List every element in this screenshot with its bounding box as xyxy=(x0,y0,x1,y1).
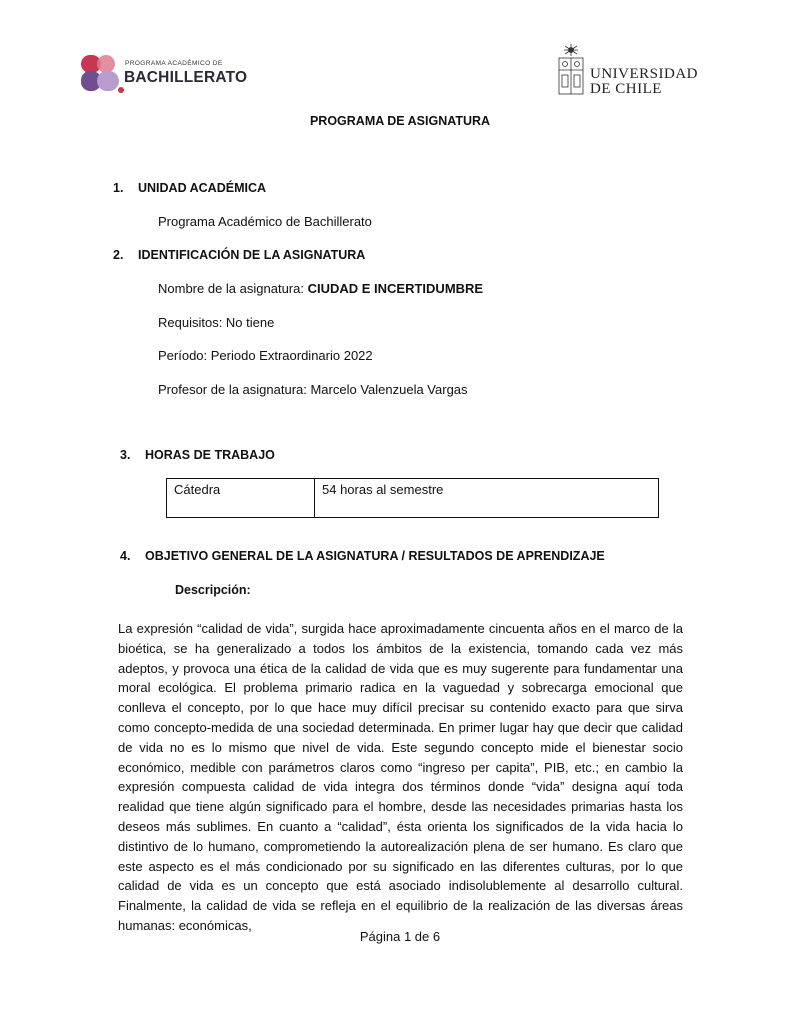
academic-unit-value: Programa Académico de Bachillerato xyxy=(158,214,372,229)
course-name-label: Nombre de la asignatura: xyxy=(158,281,308,296)
hours-value-cell: 54 horas al semestre xyxy=(315,479,659,518)
universidad-de-chile-logo xyxy=(556,42,696,98)
page-number: Página 1 de 6 xyxy=(359,929,441,944)
period-line: Período: Periodo Extraordinario 2022 xyxy=(158,348,373,363)
table-row xyxy=(167,479,659,518)
section-1-number: 1. xyxy=(113,181,124,195)
university-name-line-1: UNIVERSIDAD xyxy=(590,66,698,82)
section-4-title: OBJETIVO GENERAL DE LA ASIGNATURA / RESULTADOS DE APRENDIZAJE xyxy=(145,549,605,563)
bachillerato-logo xyxy=(80,52,250,96)
section-1-heading xyxy=(113,181,266,195)
section-3-number: 3. xyxy=(120,448,131,462)
bachillerato-logo-big-text: BACHILLERATO xyxy=(124,69,248,86)
professor-line: Profesor de la asignatura: Marcelo Valenzuela Vargas xyxy=(158,382,468,397)
section-1-title: UNIDAD ACADÉMICA xyxy=(138,181,267,195)
description-paragraph: La expresión “calidad de vida”, surgida hace aproximadamente cincuenta años en el marco de la bioética, se ha generalizado a todos los ámbitos de la existencia, tomando cada vez más adeptos, y provoca una ética de la calidad de vida que es muy sugerente para fundamentar una moral ecológica. El problema primario radica en la vaguedad y sobrecarga emocional que conlleva el concepto, por lo que hace muy difícil precisar su contenido exacto para que sirva como concepto-medida de una sociedad determinada. En primer lugar hay que decir que calidad de vida no es lo mismo que nivel de vida. Este segundo concepto mide el bienestar socio económico, medible con parámetros claros como “ingreso per capita”, PIB, etc.; en cambio la expresión compuesta calidad de vida integra dos términos donde “vida” designa aquí toda realidad que tiene algún significado para el hombre, desde las necesidades primarias hasta los deseos más sublimes. En cuanto a “calidad”, ésta orienta los significados de la vida hacia lo distintivo de lo humano, comprometiendo la autorealización plena de ser humano. Es claro que este aspecto es el más condicionado por su significado en las diferentes culturas, por lo que calidad de vida es un concepto que está asociado indisolublemente al desarrollo cultural. Finalmente, la calidad de vida se refleja en el equilibrio de la realización de las diversas áreas humanas: económicas, xyxy=(118,621,683,933)
section-4-number: 4. xyxy=(120,549,131,563)
bachillerato-logo-mark xyxy=(80,52,124,96)
hours-type-cell: Cátedra xyxy=(167,479,315,518)
hours-table xyxy=(166,478,659,518)
description-subheading: Descripción: xyxy=(175,583,251,597)
document-title: PROGRAMA DE ASIGNATURA xyxy=(309,114,491,128)
university-name-line-2: DE CHILE xyxy=(590,81,662,97)
course-name-line xyxy=(158,281,483,296)
section-2-number: 2. xyxy=(113,248,124,262)
bachillerato-logo-small-text: PROGRAMA ACADÉMICO DE xyxy=(125,60,223,67)
section-2-title: IDENTIFICACIÓN DE LA ASIGNATURA xyxy=(138,248,366,262)
requisites-line: Requisitos: No tiene xyxy=(158,315,275,330)
section-4-heading xyxy=(120,549,605,563)
section-3-title: HORAS DE TRABAJO xyxy=(145,448,275,462)
section-3-heading xyxy=(120,448,275,462)
course-name-value: CIUDAD E INCERTIDUMBRE xyxy=(307,281,484,296)
section-2-heading xyxy=(113,248,365,262)
university-seal-icon xyxy=(556,42,586,98)
